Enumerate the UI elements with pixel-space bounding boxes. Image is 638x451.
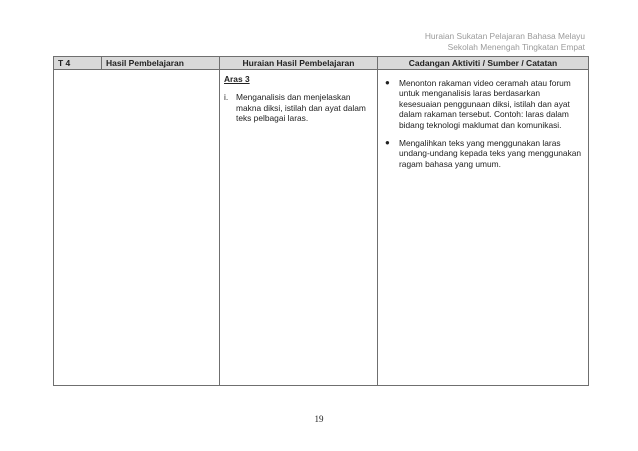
aktiviti-cell <box>378 70 589 386</box>
huraian-item <box>224 92 373 123</box>
item-text: Menganalisis dan menjelaskan makna diksi, istilah dan ayat dalam teks pelbagai laras. <box>236 92 366 124</box>
header-line-2: Sekolah Menengah Tingkatan Empat <box>447 41 585 52</box>
page-number: 19 <box>314 414 324 424</box>
huraian-cell <box>220 70 378 386</box>
table-row <box>54 70 589 386</box>
running-header <box>425 31 585 52</box>
bullet-icon: ● <box>385 138 390 148</box>
list-item <box>382 78 582 130</box>
activity-text: Menonton rakaman video ceramah atau forum untuk menganalisis laras berdasarkan kesesuaian penggunaan diksi, istilah dan ayat dalam rakaman tersebut. Contoh: laras dalam bidang teknologi maklumat dan komunikasi. <box>399 78 571 130</box>
level-heading: Aras 3 <box>224 74 250 84</box>
table-header-row <box>54 57 589 70</box>
hasil-cell <box>54 70 220 386</box>
list-item <box>382 138 582 169</box>
header-line-1: Huraian Sukatan Pelajaran Bahasa Melayu <box>424 31 585 41</box>
col-header-huraian: Huraian Hasil Pembelajaran <box>220 57 378 70</box>
item-number: i. <box>224 92 229 103</box>
col-header-hasil: Hasil Pembelajaran <box>102 57 220 70</box>
col-header-cadangan: Cadangan Aktiviti / Sumber / Catatan <box>378 57 589 70</box>
bullet-icon: ● <box>385 78 390 87</box>
activity-list <box>378 70 588 169</box>
col-header-t4: T 4 <box>54 57 102 70</box>
activity-text: Mengalihkan teks yang menggunakan laras undang-undang kepada teks yang menggunakan ragam bahasa yang umum. <box>399 138 582 169</box>
curriculum-table <box>53 56 589 386</box>
